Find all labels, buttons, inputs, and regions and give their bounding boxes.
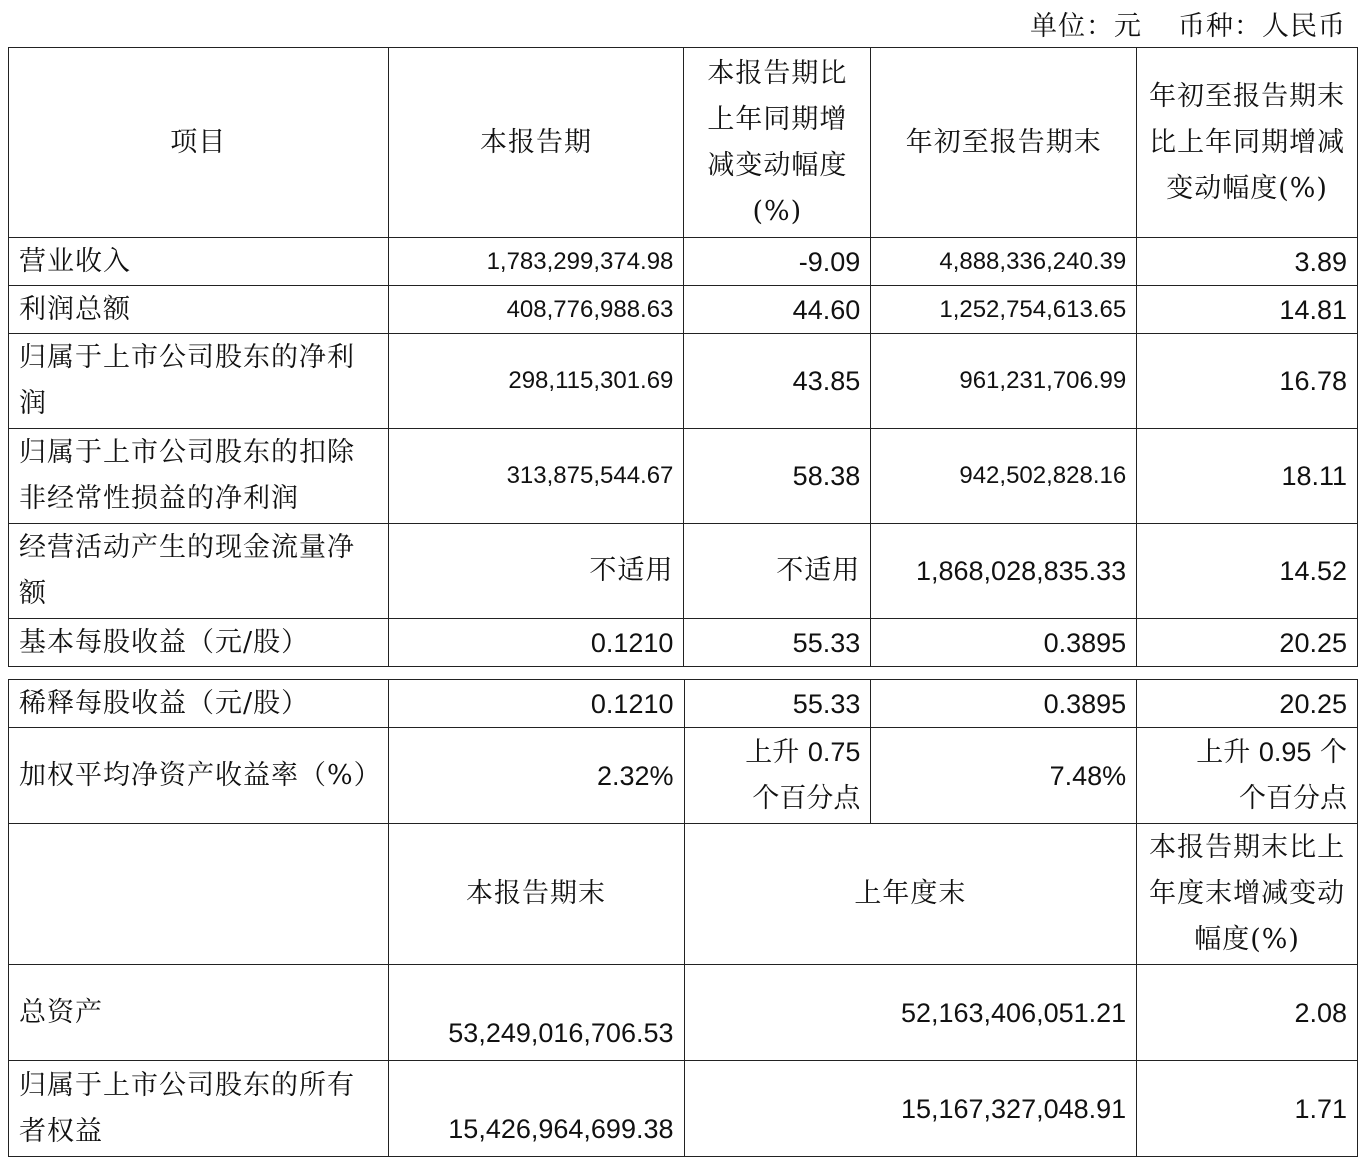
header-item: 项目 [9, 48, 389, 238]
balance-row [9, 1061, 1358, 1157]
row-ytd-change: 16.78 [1137, 334, 1358, 429]
balance-change: 1.71 [1137, 1061, 1358, 1157]
roe-current: 2.32% [388, 728, 684, 824]
row-ytd: 961,231,706.99 [871, 334, 1137, 429]
row-ytd-change: 3.89 [1137, 238, 1358, 286]
row-current: 408,776,988.63 [388, 286, 684, 334]
table-row [9, 680, 1358, 728]
header-current: 本报告期 [388, 48, 684, 238]
row-current-change: 43.85 [684, 334, 871, 429]
roe-current-change [684, 728, 871, 824]
unit-label: 单位：元 [1030, 11, 1142, 42]
row-ytd: 1,252,754,613.65 [871, 286, 1137, 334]
row-ytd: 942,502,828.16 [871, 429, 1137, 524]
row-ytd-change: 18.11 [1137, 429, 1358, 524]
roe-current-change-prefix: 上升 [745, 737, 800, 768]
row-current: 0.1210 [388, 680, 684, 728]
row-item: 利润总额 [9, 286, 389, 334]
balance-header-empty [9, 824, 389, 965]
roe-ytd-change-value: 0.95 [1258, 737, 1312, 767]
roe-ytd: 7.48% [871, 728, 1137, 824]
balance-item: 总资产 [9, 965, 389, 1061]
row-ytd: 0.3895 [871, 680, 1137, 728]
currency-label: 币种：人民币 [1178, 11, 1346, 42]
roe-ytd-change-prefix: 上升 [1196, 737, 1251, 768]
row-item: 经营活动产生的现金流量净额 [9, 524, 389, 619]
header-current-change: 本报告期比上年同期增减变动幅度(%) [684, 48, 871, 238]
unit-line [1030, 4, 1346, 43]
row-item: 营业收入 [9, 238, 389, 286]
financial-table-part1 [8, 47, 1358, 667]
balance-item: 归属于上市公司股东的所有者权益 [9, 1061, 389, 1157]
row-current-change: 58.38 [684, 429, 871, 524]
financial-table-part2 [8, 679, 1358, 1157]
roe-row [9, 728, 1358, 824]
row-item: 归属于上市公司股东的扣除非经常性损益的净利润 [9, 429, 389, 524]
balance-change: 2.08 [1137, 965, 1358, 1061]
table-row [9, 524, 1358, 619]
table-row [9, 238, 1358, 286]
table-row [9, 334, 1358, 429]
row-ytd-change: 14.52 [1137, 524, 1358, 619]
row-current-change: 55.33 [684, 680, 871, 728]
row-current: 313,875,544.67 [388, 429, 684, 524]
row-current-change: -9.09 [684, 238, 871, 286]
table-row [9, 429, 1358, 524]
row-current: 1,783,299,374.98 [388, 238, 684, 286]
balance-current-end: 15,426,964,699.38 [388, 1061, 684, 1157]
balance-last-year-end: 52,163,406,051.21 [684, 965, 1137, 1061]
balance-current-end: 53,249,016,706.53 [388, 965, 684, 1061]
header-row [9, 48, 1358, 238]
row-current-change: 55.33 [684, 619, 871, 667]
row-item: 基本每股收益（元/股） [9, 619, 389, 667]
row-ytd: 1,868,028,835.33 [871, 524, 1137, 619]
roe-ytd-change-suffix: 个百分点 [1239, 783, 1347, 814]
roe-current-change-suffix: 个百分点 [752, 783, 861, 814]
row-ytd-change: 20.25 [1137, 619, 1358, 667]
balance-header-row [9, 824, 1358, 965]
row-item: 归属于上市公司股东的净利润 [9, 334, 389, 429]
roe-ytd-change: 上升 0.95 个 个百分点 [1137, 728, 1358, 824]
balance-header-current-end: 本报告期末 [388, 824, 684, 965]
row-item: 稀释每股收益（元/股） [9, 680, 389, 728]
balance-row [9, 965, 1358, 1061]
balance-header-last-year-end: 上年度末 [684, 824, 1137, 965]
roe-current-change-value: 0.75 [807, 737, 861, 767]
row-ytd-change: 14.81 [1137, 286, 1358, 334]
row-ytd-change: 20.25 [1137, 680, 1358, 728]
row-current-change: 44.60 [684, 286, 871, 334]
row-current: 298,115,301.69 [388, 334, 684, 429]
table-row [9, 286, 1358, 334]
roe-item: 加权平均净资产收益率（%） [9, 728, 389, 824]
header-ytd-change: 年初至报告期末比上年同期增减变动幅度(%) [1137, 48, 1358, 238]
row-current: 0.1210 [388, 619, 684, 667]
table-row [9, 619, 1358, 667]
row-current: 不适用 [388, 524, 684, 619]
balance-header-change: 本报告期末比上年度末增减变动幅度(%) [1137, 824, 1358, 965]
header-ytd: 年初至报告期末 [871, 48, 1137, 238]
row-ytd: 0.3895 [871, 619, 1137, 667]
row-ytd: 4,888,336,240.39 [871, 238, 1137, 286]
row-current-change: 不适用 [684, 524, 871, 619]
balance-last-year-end: 15,167,327,048.91 [684, 1061, 1137, 1157]
